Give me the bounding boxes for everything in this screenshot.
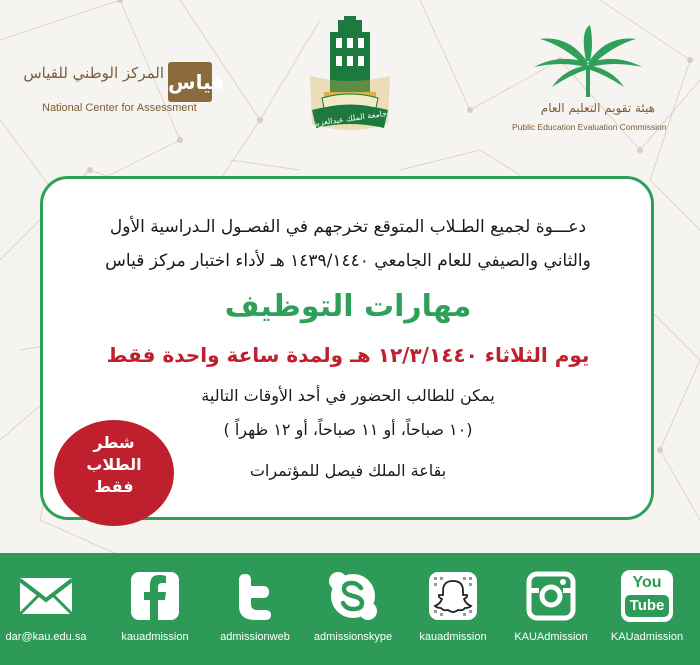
qiyas-arabic-name: المركز الوطني للقياس <box>23 64 164 82</box>
social-youtube[interactable] <box>602 570 692 643</box>
exam-title: مهارات التوظيف <box>224 289 472 324</box>
peec-logo <box>500 25 670 145</box>
snapchat-handle[interactable]: kauadmission <box>419 631 487 643</box>
email-icon <box>16 570 76 622</box>
palm-emblem-icon <box>500 25 670 100</box>
badge-line-3: فقط <box>94 477 134 496</box>
skype-icon <box>327 570 379 622</box>
twitter-icon <box>229 570 281 622</box>
youtube-icon <box>621 570 673 622</box>
exam-venue: بقاعة الملك فيصل للمؤتمرات <box>249 461 447 480</box>
qiyas-english-name: National Center for Assessment <box>42 102 197 114</box>
instagram-handle[interactable]: KAUAdmission <box>514 631 588 643</box>
social-instagram[interactable] <box>506 570 596 643</box>
instagram-icon <box>525 570 577 622</box>
snapchat-icon <box>427 570 479 622</box>
social-facebook[interactable] <box>110 570 200 643</box>
social-email[interactable] <box>1 570 91 643</box>
social-footer <box>0 553 700 665</box>
kau-logo <box>300 16 400 151</box>
badge-line-2: الطلاب <box>86 455 142 474</box>
youtube-handle[interactable]: KAUadmission <box>610 631 684 643</box>
social-twitter[interactable] <box>210 570 300 643</box>
qiyas-mark: قياس <box>168 62 212 102</box>
youtube-label-top: You <box>632 574 662 591</box>
badge-line-1: شطر <box>93 433 135 452</box>
facebook-handle[interactable]: kauadmission <box>121 631 189 643</box>
twitter-handle[interactable]: admissionweb <box>220 631 290 643</box>
qiyas-logo <box>23 40 225 130</box>
social-snapchat[interactable] <box>408 570 498 643</box>
social-skype[interactable] <box>308 570 398 643</box>
times-intro: يمكن للطالب الحضور في أحد الأوقات التالية <box>201 386 495 405</box>
invitation-line-2: والثاني والصيفي للعام الجامعي ١٤٣٩/١٤٤٠ هـ لأداء اختبار مركز قياس <box>105 251 591 271</box>
youtube-label-bottom: Tube <box>625 595 669 617</box>
invitation-line-1: دعـــوة لجميع الطـلاب المتوقع تخرجهم في الفصـول الـدراسية الأول <box>109 217 587 237</box>
kau-emblem-icon <box>300 16 400 151</box>
skype-handle[interactable]: admissionskype <box>313 631 393 643</box>
exam-times: (١٠ صباحاً، أو ١١ صباحاً، أو ١٢ ظهراً ) <box>223 420 473 439</box>
exam-date: يوم الثلاثاء ١٢/٣/١٤٤٠ هـ ولمدة ساعة واحدة فقط <box>106 343 590 367</box>
email-handle[interactable]: dar@kau.edu.sa <box>5 631 87 643</box>
male-students-only-badge <box>54 420 174 526</box>
facebook-icon <box>129 570 181 622</box>
peec-english-name: Public Education Evaluation Commission <box>512 122 667 132</box>
kau-ribbon-text: جامعة الملك عبدالعزيز <box>312 108 388 129</box>
peec-arabic-name: هيئة تقويم التعليم العام <box>540 101 655 115</box>
